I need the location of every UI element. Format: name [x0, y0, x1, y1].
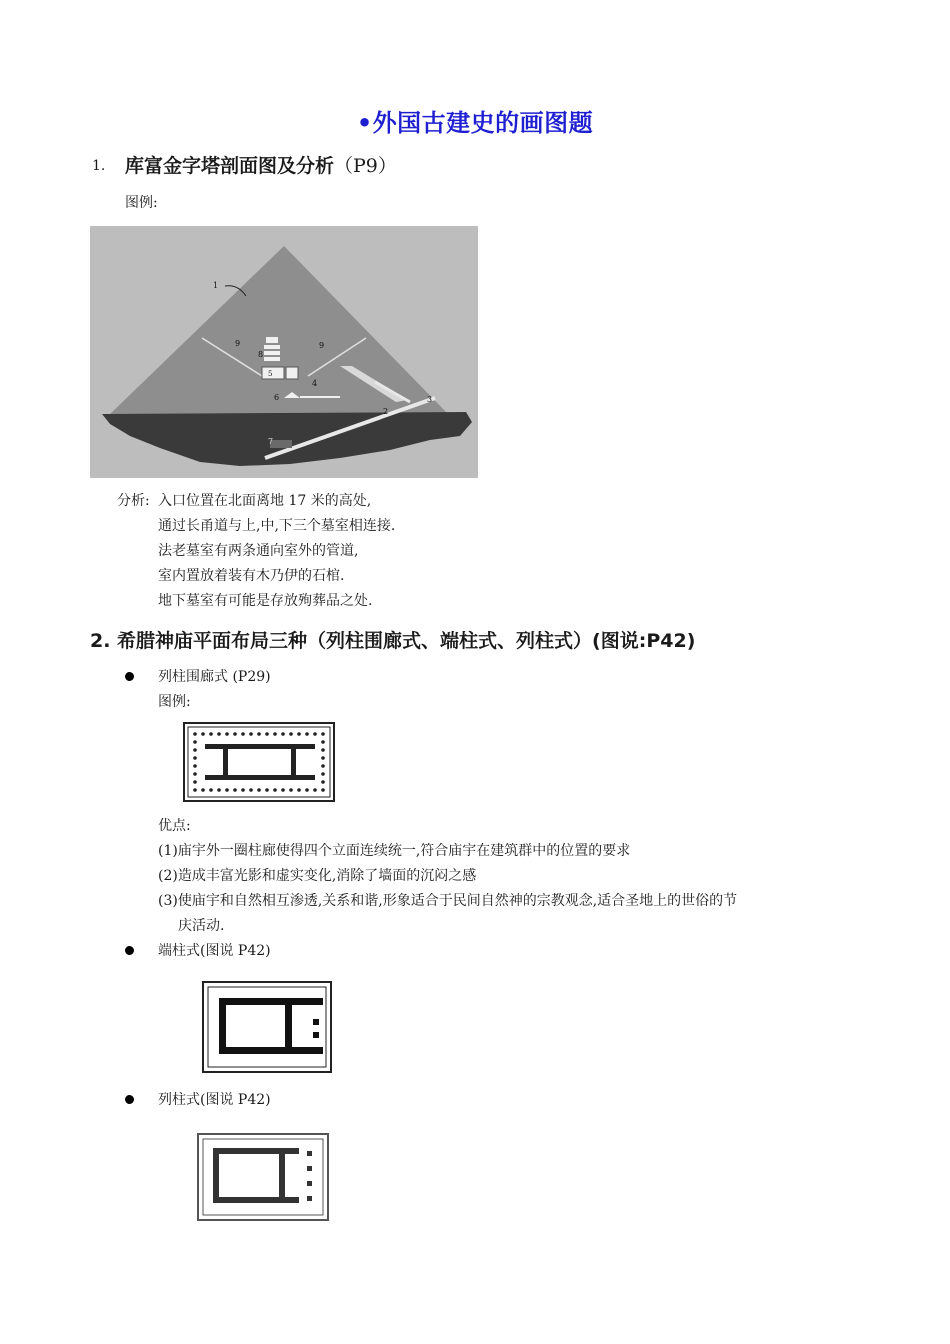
bullet-icon: [125, 672, 134, 681]
column-dot: [289, 732, 293, 736]
section1-legend-label: 图例:: [125, 195, 158, 211]
column-dot: [249, 788, 253, 792]
column-dot: [281, 788, 285, 792]
column-dot: [289, 788, 293, 792]
analysis-line: 通过长甬道与上,中,下三个墓室相连接.: [158, 518, 396, 534]
item1-label: 列柱围廊式 (P29): [158, 669, 271, 685]
column-dot: [257, 788, 261, 792]
column-dot: [273, 732, 277, 736]
section2-heading: 2. 希腊神庙平面布局三种（列柱围廊式、端柱式、列柱式）(图说:P42): [90, 630, 696, 652]
column-dot: [201, 732, 205, 736]
column-dot: [193, 740, 197, 744]
column-dot: [265, 732, 269, 736]
column-dot: [257, 732, 261, 736]
column-dot: [193, 756, 197, 760]
column-dot: [321, 788, 325, 792]
column-dot: [217, 788, 221, 792]
column-dot: [249, 732, 253, 736]
column-dot: [313, 788, 317, 792]
analysis-line: 室内置放着装有木乃伊的石棺.: [158, 568, 345, 584]
column-dot: [321, 780, 325, 784]
peripteral-plan-figure: [183, 722, 335, 802]
column-dot: [305, 788, 309, 792]
analysis-line: 地下墓室有可能是存放殉葬品之处.: [158, 593, 373, 609]
page-title: •外国古建史的画图题: [356, 109, 594, 137]
column-dot: [297, 788, 301, 792]
merit-item: (1)庙宇外一圈柱廊使得四个立面连续统一,符合庙宇在建筑群中的位置的要求: [158, 843, 631, 859]
analysis-label: 分析:: [117, 493, 150, 509]
section1-number: 1.: [92, 158, 106, 174]
label-5: 5: [268, 370, 273, 378]
bullet-icon: [125, 1095, 134, 1104]
item2-label: 端柱式(图说 P42): [158, 943, 271, 959]
column-dot: [209, 788, 213, 792]
in-antis-plan-figure: [201, 980, 335, 1075]
label-6: 6: [274, 393, 280, 402]
column-dot: [193, 788, 197, 792]
merits-label: 优点:: [158, 818, 191, 834]
label-7: 7: [268, 437, 274, 446]
column-dot: [305, 732, 309, 736]
column-dot: [321, 772, 325, 776]
column-dot: [241, 732, 245, 736]
label-3: 3: [427, 395, 433, 404]
section1-heading-text: 库富金字塔剖面图及分析: [125, 155, 335, 177]
label-9-left: 9: [235, 339, 241, 348]
label-1: 1: [213, 281, 219, 290]
column-dot: [193, 780, 197, 784]
column-dot: [217, 732, 221, 736]
section1-page-ref: （P9）: [334, 155, 397, 177]
column-dot: [209, 732, 213, 736]
column-dot: [265, 788, 269, 792]
analysis-line: 入口位置在北面离地 17 米的高处,: [158, 493, 372, 509]
prostyle-plan-figure: [197, 1133, 329, 1221]
column-dot: [313, 732, 317, 736]
label-8: 8: [258, 350, 264, 359]
bullet-icon: [125, 946, 134, 955]
column-dot: [233, 732, 237, 736]
merit-item: 庆活动.: [178, 918, 225, 934]
label-9-right: 9: [319, 341, 325, 350]
item1-legend-label: 图例:: [158, 694, 191, 710]
column-dot: [193, 732, 197, 736]
column-dot: [241, 788, 245, 792]
column-dot: [321, 764, 325, 768]
column-dot: [225, 788, 229, 792]
column-dot: [201, 788, 205, 792]
section1-heading: [125, 151, 397, 178]
column-dot: [297, 732, 301, 736]
merit-item: (2)造成丰富光影和虚实变化,消除了墙面的沉闷之感: [158, 868, 477, 884]
analysis-line: 法老墓室有两条通向室外的管道,: [158, 543, 359, 559]
column-dot: [273, 788, 277, 792]
pyramid-section-figure: [90, 226, 478, 478]
column-dot: [233, 788, 237, 792]
column-dot: [193, 748, 197, 752]
merit-item: (3)使庙宇和自然相互渗透,关系和谐,形象适合于民间自然神的宗教观念,适合圣地上的世俗的节: [158, 893, 738, 909]
column-dot: [321, 740, 325, 744]
column-dot: [193, 764, 197, 768]
column-dot: [321, 732, 325, 736]
column-dot: [281, 732, 285, 736]
item3-label: 列柱式(图说 P42): [158, 1092, 271, 1108]
label-2: 2: [383, 407, 389, 416]
column-dot: [321, 748, 325, 752]
column-dot: [193, 772, 197, 776]
label-4: 4: [312, 379, 318, 388]
column-dot: [225, 732, 229, 736]
column-dot: [321, 756, 325, 760]
